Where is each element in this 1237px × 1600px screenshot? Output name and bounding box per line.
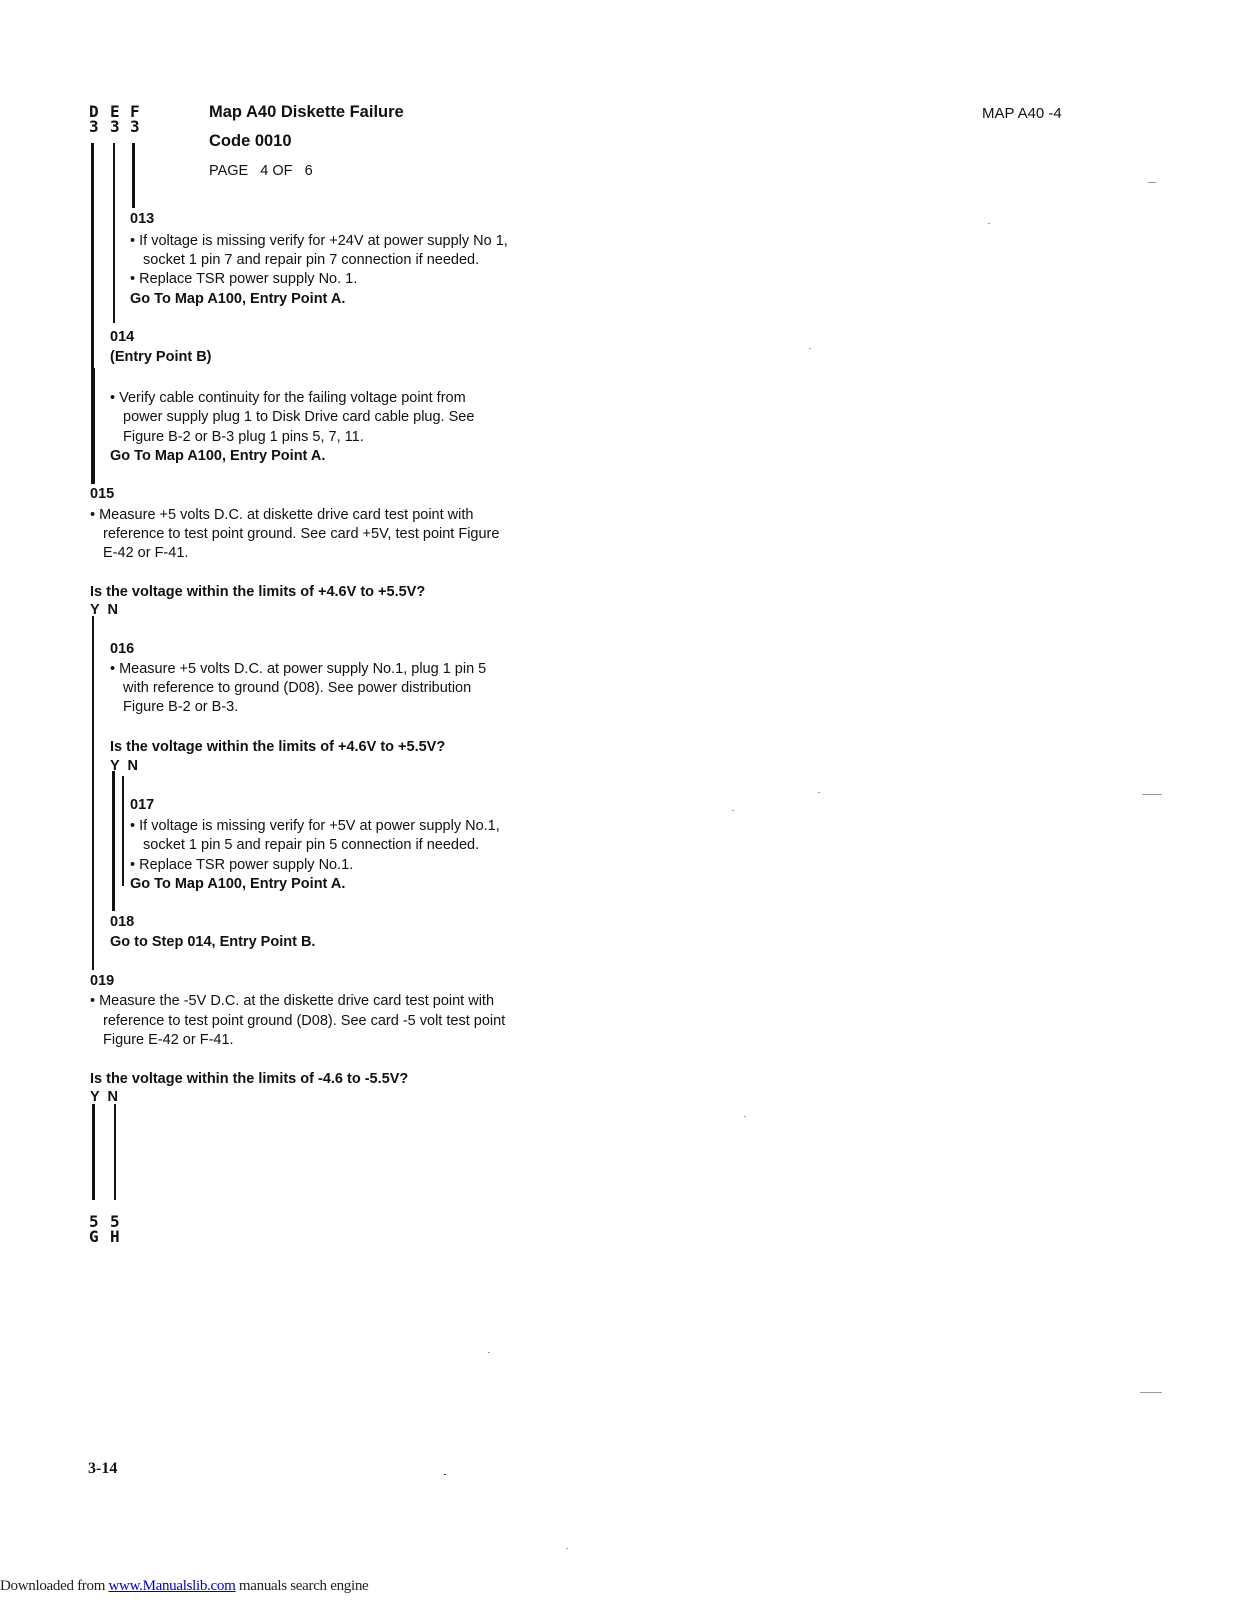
step-017-number: 017 xyxy=(130,797,155,813)
step-016-yes-no: Y N xyxy=(110,758,138,774)
step-015-yes-no: Y N xyxy=(90,602,118,618)
scan-speck xyxy=(1148,182,1156,183)
scan-speck xyxy=(444,1474,446,1475)
scan-speck xyxy=(809,348,811,349)
step-013-number: 013 xyxy=(130,211,155,227)
step-017-bullet-1: • If voltage is missing verify for +5V at power supply No.1, xyxy=(130,818,500,834)
connector-g-page: 5 xyxy=(89,1212,100,1231)
step-017-bullet-1-cont: socket 1 pin 5 and repair pin 5 connection if needed. xyxy=(143,837,480,853)
scan-speck xyxy=(732,810,734,811)
step-016-question: Is the voltage within the limits of +4.6V to +5.5V? xyxy=(110,739,446,755)
step-013-bullet-1: • If voltage is missing verify for +24V at power supply No 1, xyxy=(130,233,508,249)
scan-speck xyxy=(744,1116,746,1117)
page-label: PAGE 4 OF 6 xyxy=(209,163,313,179)
step-017-bullet-2: • Replace TSR power supply No.1. xyxy=(130,857,354,873)
map-code: Code 0010 xyxy=(209,132,292,150)
step-019-bullet-1-cont-2: Figure E-42 or F-41. xyxy=(103,1032,234,1048)
map-reference: MAP A40 -4 xyxy=(982,105,1062,122)
step-014-bullet-1: • Verify cable continuity for the failing voltage point from xyxy=(110,390,466,406)
step-019-yes-no: Y N xyxy=(90,1089,118,1105)
page-number: 3-14 xyxy=(88,1460,118,1477)
download-footer xyxy=(0,1578,368,1595)
step-018-goto: Go to Step 014, Entry Point B. xyxy=(110,934,316,950)
step-016-number: 016 xyxy=(110,641,135,657)
connector-d-page: 3 xyxy=(89,117,100,136)
flow-line-017-no xyxy=(122,776,124,886)
step-013-bullet-1-cont: socket 1 pin 7 and repair pin 7 connection if needed. xyxy=(143,252,480,268)
flow-line-019-no xyxy=(114,1104,116,1200)
connector-d-label: D xyxy=(89,102,100,121)
step-019-bullet-1-cont-1: reference to test point ground (D08). See card -5 volt test point xyxy=(103,1013,506,1029)
connector-e-label: E xyxy=(110,102,121,121)
scan-speck xyxy=(988,223,990,224)
footer-suffix: manuals search engine xyxy=(235,1578,369,1594)
connector-h-label: H xyxy=(110,1227,121,1246)
scan-speck xyxy=(566,1548,568,1549)
step-019-question: Is the voltage within the limits of -4.6 to -5.5V? xyxy=(90,1071,409,1087)
scan-speck xyxy=(1142,794,1162,795)
step-013-goto: Go To Map A100, Entry Point A. xyxy=(130,291,346,307)
step-016-bullet-1-cont-1: with reference to ground (D08). See power distribution xyxy=(123,680,472,696)
footer-prefix: Downloaded from xyxy=(0,1578,109,1594)
scan-speck xyxy=(1140,1392,1162,1393)
step-015-bullet-1: • Measure +5 volts D.C. at diskette drive card test point with xyxy=(90,507,474,523)
flow-line-e xyxy=(113,143,115,323)
step-014-bullet-1-cont-2: Figure B-2 or B-3 plug 1 pins 5, 7, 11. xyxy=(123,429,364,445)
step-015-bullet-1-cont-2: E-42 or F-41. xyxy=(103,545,189,561)
connector-g-label: G xyxy=(89,1227,100,1246)
flow-line-019-yes xyxy=(92,1104,95,1200)
step-014-number: 014 xyxy=(110,329,135,345)
connector-f-label: F xyxy=(130,102,141,121)
map-title: Map A40 Diskette Failure xyxy=(209,103,404,121)
step-014-entry-point: (Entry Point B) xyxy=(110,349,212,365)
flow-line-015-yes xyxy=(92,616,94,970)
step-019-bullet-1: • Measure the -5V D.C. at the diskette drive card test point with xyxy=(90,993,495,1009)
step-019-number: 019 xyxy=(90,973,115,989)
flow-line-014-branch xyxy=(92,368,95,484)
step-013-bullet-2: • Replace TSR power supply No. 1. xyxy=(130,271,358,287)
step-016-bullet-1-cont-2: Figure B-2 or B-3. xyxy=(123,699,239,715)
step-018-number: 018 xyxy=(110,914,135,930)
connector-e-page: 3 xyxy=(110,117,121,136)
flow-line-f xyxy=(132,143,135,208)
connector-f-page: 3 xyxy=(130,117,141,136)
step-017-goto: Go To Map A100, Entry Point A. xyxy=(130,876,346,892)
connector-h-page: 5 xyxy=(110,1212,121,1231)
step-014-goto: Go To Map A100, Entry Point A. xyxy=(110,448,326,464)
step-015-bullet-1-cont-1: reference to test point ground. See card +5V, test point Figure xyxy=(103,526,500,542)
step-015-question: Is the voltage within the limits of +4.6V to +5.5V? xyxy=(90,584,426,600)
step-014-bullet-1-cont-1: power supply plug 1 to Disk Drive card cable plug. See xyxy=(123,409,475,425)
flow-line-016-yes xyxy=(112,771,115,911)
step-015-number: 015 xyxy=(90,486,115,502)
manualslib-link[interactable]: www.Manualslib.com xyxy=(108,1578,236,1594)
step-016-bullet-1: • Measure +5 volts D.C. at power supply No.1, plug 1 pin 5 xyxy=(110,661,487,677)
scan-speck xyxy=(488,1352,490,1353)
scan-speck xyxy=(818,792,820,793)
